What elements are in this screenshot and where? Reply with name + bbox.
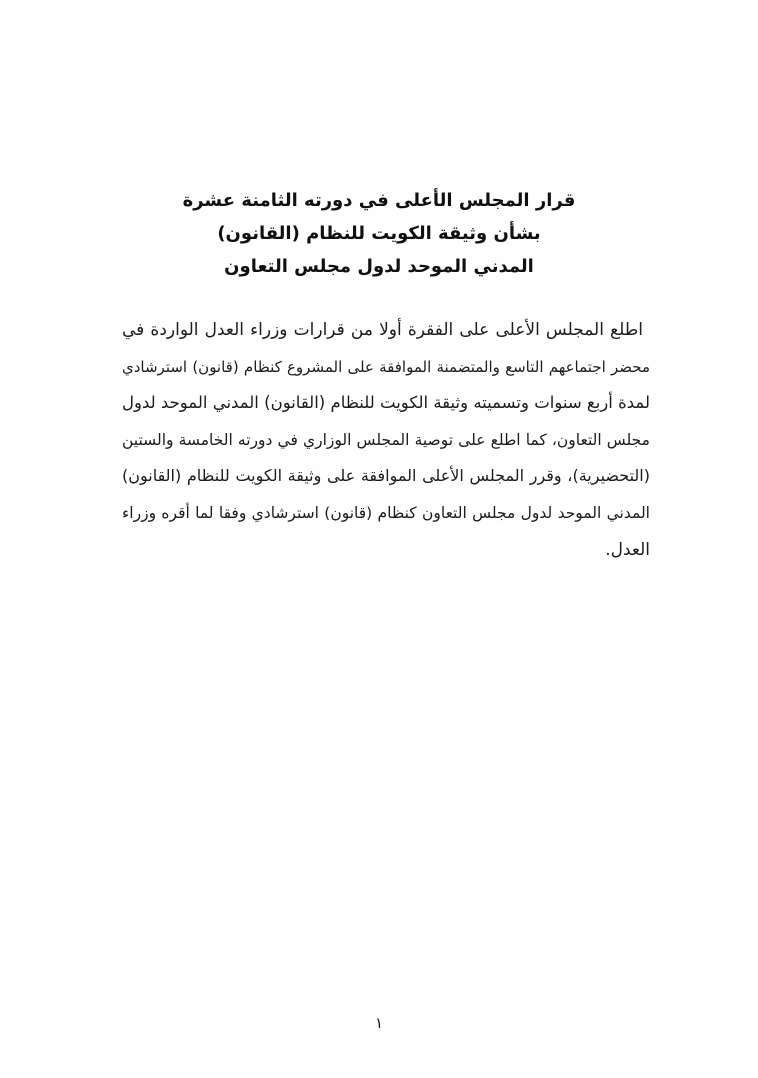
paragraph-line: العدل. (605, 539, 650, 560)
paragraph-line: (التحضيرية)، وقرر المجلس الأعلى الموافقة على وثيقة الكويت للنظام (القانون) (122, 466, 650, 486)
paragraph-line: اطلع المجلس الأعلى على الفقرة أولا من قرارات وزراء العدل الواردة في (122, 320, 643, 340)
body-paragraph (122, 312, 650, 568)
paragraph-line: المدني الموحد لدول مجلس التعاون كنظام (قانون) استرشادي وفقا لما أقره وزراء (122, 503, 650, 522)
paragraph-line: لمدة أربع سنوات وتسميته وثيقة الكويت للنظام (القانون) المدني الموحد لدول (122, 393, 650, 413)
title-line-1: قرار المجلس الأعلى في دورته الثامنة عشرة (182, 190, 576, 211)
document-title (40, 184, 718, 283)
page-number: ١ (374, 1014, 384, 1032)
paragraph-line: مجلس التعاون، كما اطلع على توصية المجلس الوزاري في دورته الخامسة والستين (122, 430, 650, 449)
title-line-2: بشأن وثيقة الكويت للنظام (القانون) (217, 223, 541, 244)
title-line-3: المدني الموحد لدول مجلس التعاون (224, 256, 534, 277)
paragraph-line: محضر اجتماعهم التاسع والمتضمنة الموافقة على المشروع كنظام (قانون) استرشادي (122, 357, 650, 376)
